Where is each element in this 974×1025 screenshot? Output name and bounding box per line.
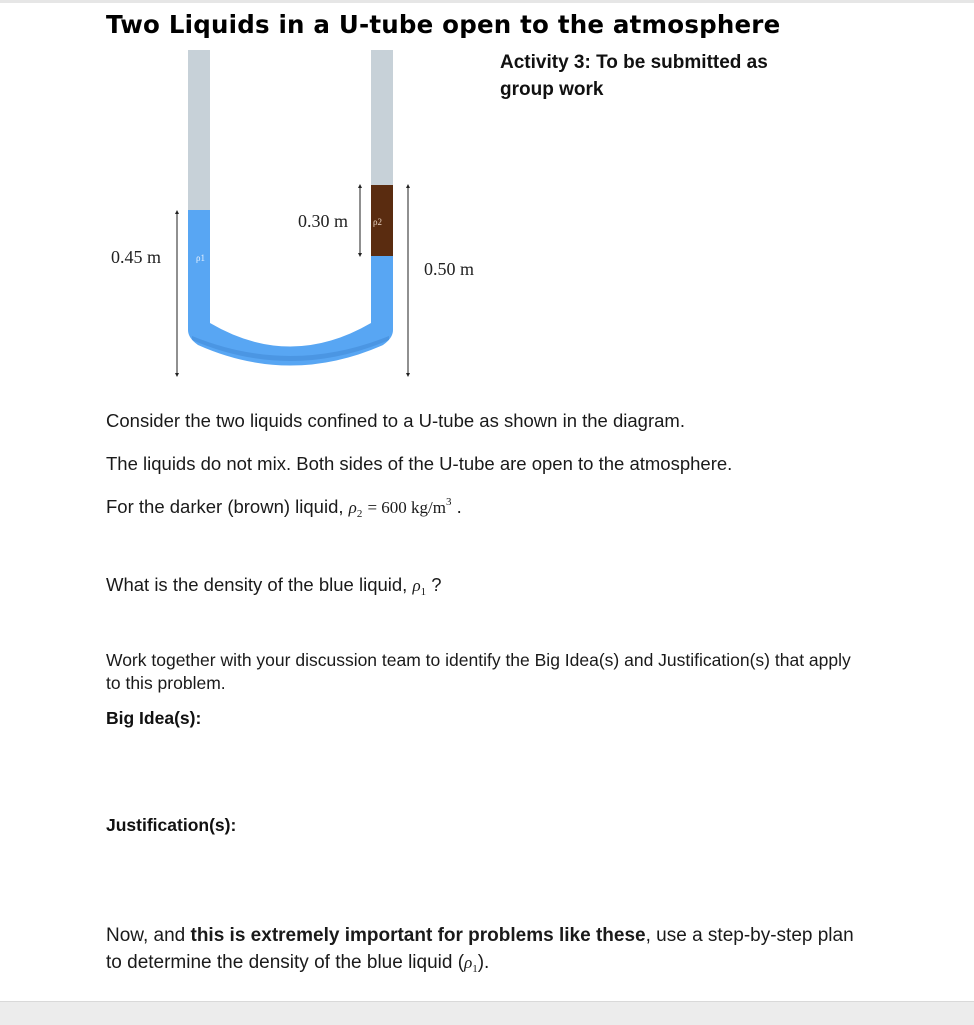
left-tube-empty [188,50,210,210]
question-prefix: What is the density of the blue liquid, [106,574,408,595]
teamwork-instructions: Work together with your discussion team to identify the Big Idea(s) and Justification(s) that apply to this problem. [106,650,851,693]
activity-note: Activity 3: To be submitted as group work [500,52,768,100]
right-height-label: 0.50 m [424,259,475,279]
rho1-final: $\rho_1$ [464,953,478,975]
intro-line-1: Consider the two liquids confined to a U-tube as shown in the diagram. [106,410,685,431]
rho2-inline: $\rho_2$ [348,498,363,520]
final-start: Now, and [106,925,191,946]
justifications-label: Justification(s): [106,815,237,835]
intro-line-3-suffix: . [456,496,462,517]
rho2-exponent: 3 [446,496,452,508]
left-height-label: 0.45 m [111,247,162,267]
blue-liquid [188,210,393,366]
final-emphasis: this is extremely important for problems like these [190,925,646,946]
final-instructions [106,922,866,979]
top-rule [0,0,974,3]
rho2-symbol: ρ2 [373,217,382,227]
u-tube-diagram [100,40,500,390]
bottom-bar [0,1001,974,1025]
page-title: Two Liquids in a U-tube open to the atmosphere [106,10,781,39]
rho1-symbol: ρ1 [196,253,205,263]
intro-line-2: The liquids do not mix. Both sides of the U-tube are open to the atmosphere. [106,453,733,474]
big-ideas-label: Big Idea(s): [106,708,202,728]
question-suffix: ? [431,574,442,595]
final-end: ). [477,952,490,973]
intro-line-3-prefix: For the darker (brown) liquid, [106,496,344,517]
final-middle: , use a step-by-step plan to determine the density of the blue liquid ( [106,925,854,973]
rho2-value: = 600 kg/m [367,498,447,517]
brown-height-label: 0.30 m [298,211,349,231]
right-tube-empty [371,50,393,185]
intro-line-3 [106,496,462,518]
rho1-inline: $\rho_1$ [412,576,427,598]
question [106,574,442,596]
